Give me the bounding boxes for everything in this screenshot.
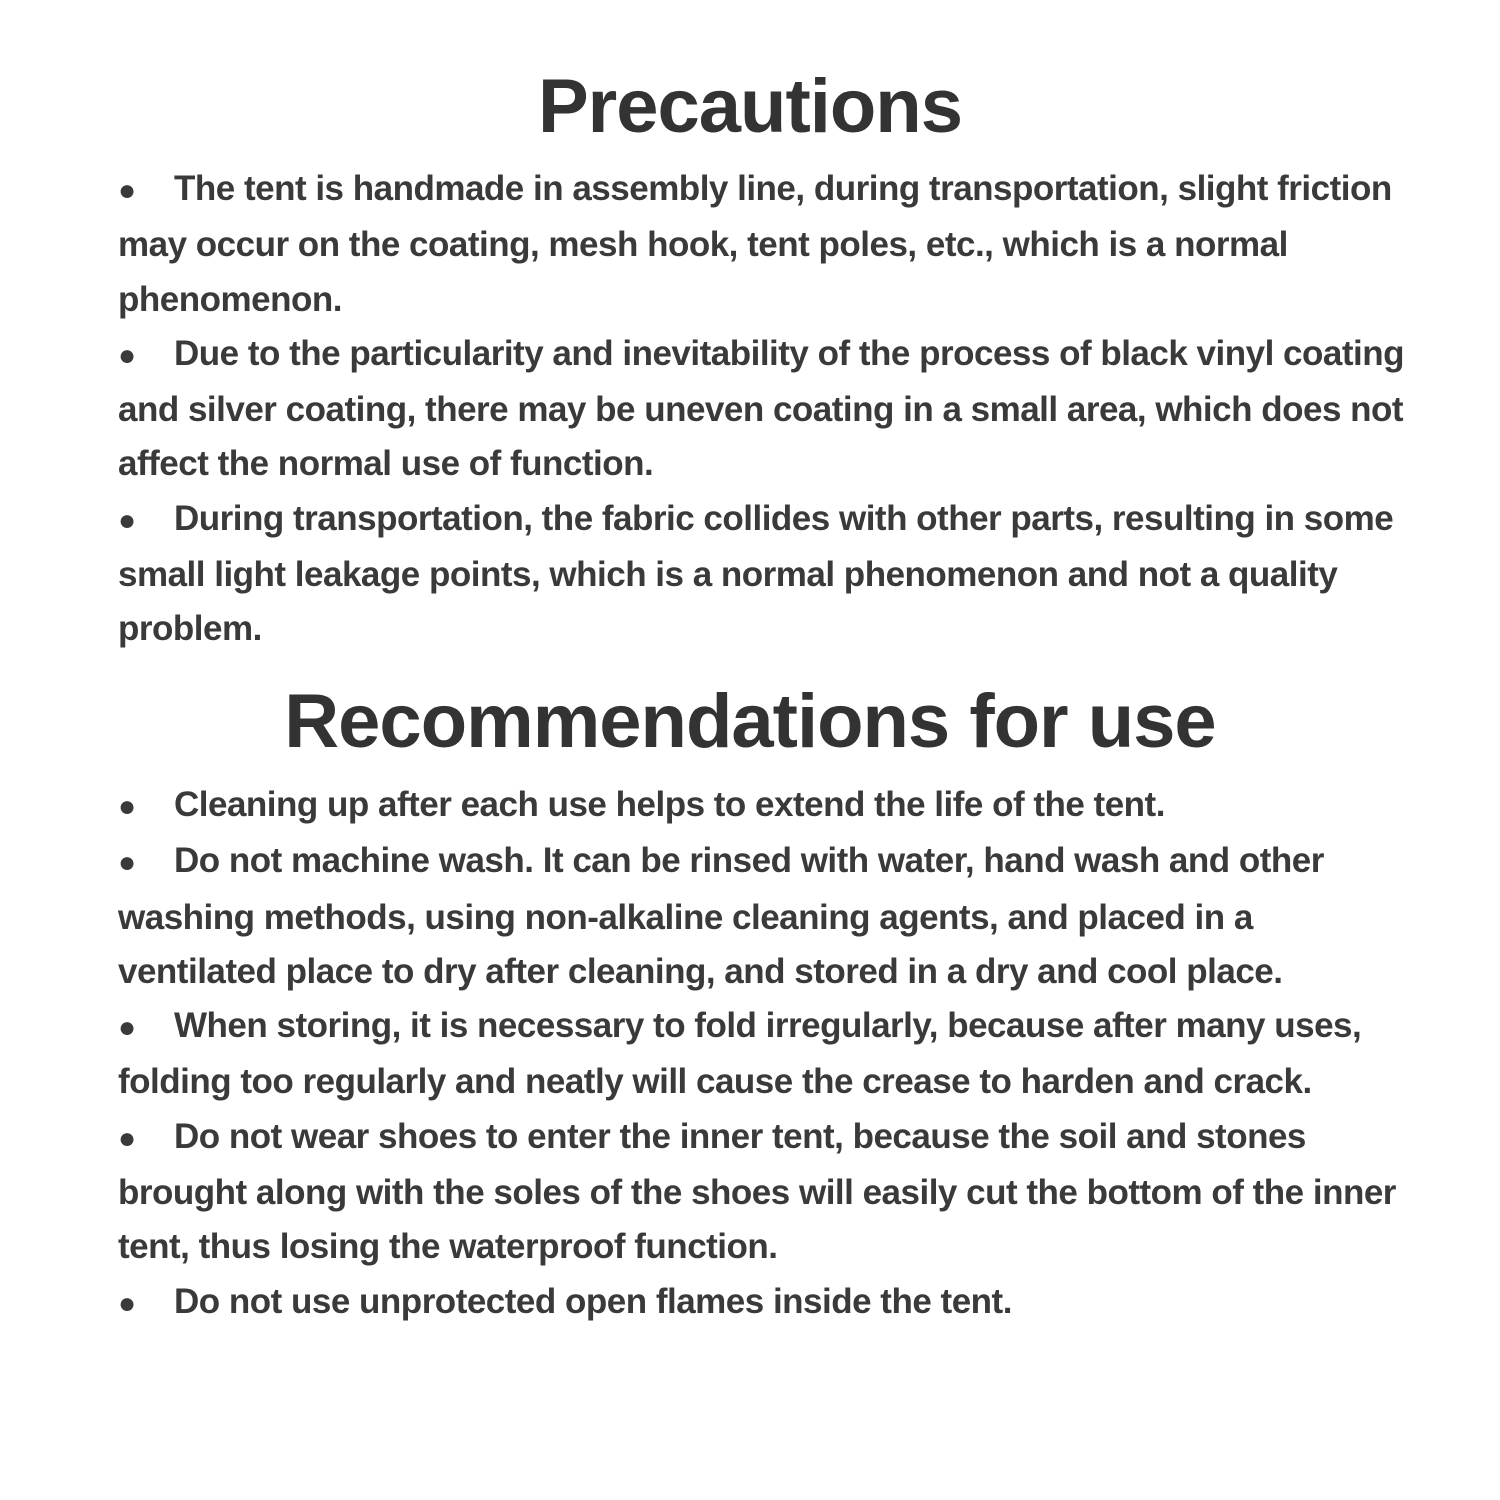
recommendation-item <box>118 1110 1418 1275</box>
bullet-icon: ● <box>118 1121 136 1155</box>
recommendation-text: Cleaning up after each use helps to extend the life of the tent. <box>174 785 1165 824</box>
recommendation-item <box>118 778 1418 834</box>
bullet-icon: ● <box>118 846 136 880</box>
precaution-text: Due to the particularity and inevitability of the process of black vinyl coating and silver coating, there may be uneven coating in a small area, which does not affect the normal use of function. <box>118 333 1404 484</box>
precautions-heading: Precautions <box>537 64 963 149</box>
recommendations-list <box>118 778 1418 1331</box>
recommendation-text: Do not use unprotected open flames inside the tent. <box>174 1281 1012 1321</box>
precaution-text: The tent is handmade in assembly line, during transportation, slight friction may occur on the coating, mesh hook, tent poles, etc., which is a normal phenomenon. <box>118 169 1392 319</box>
bullet-icon: ● <box>118 1011 136 1045</box>
bullet-icon: ● <box>118 503 136 537</box>
precaution-item <box>118 162 1418 327</box>
recommendations-heading: Recommendations for use <box>284 679 1216 764</box>
recommendation-text: Do not wear shoes to enter the inner tent, because the soil and stones brought along with the soles of the shoes will easily cut the bottom of the inner tent, thus losing the waterproof function. <box>118 1116 1396 1267</box>
bullet-icon: ● <box>118 174 136 207</box>
precaution-item <box>118 492 1418 657</box>
bullet-icon: ● <box>118 1286 136 1320</box>
precaution-item <box>118 327 1418 492</box>
precaution-text: During transportation, the fabric collides with other parts, resulting in some small light leakage points, which is a normal phenomenon and not a quality problem. <box>118 498 1394 649</box>
bullet-icon: ● <box>118 338 136 372</box>
precautions-list <box>118 162 1418 657</box>
recommendation-text: When storing, it is necessary to fold irregularly, because after many uses, folding too regularly and neatly will cause the crease to harden and crack. <box>118 1006 1362 1102</box>
recommendation-item <box>118 1275 1418 1331</box>
bullet-icon: ● <box>118 790 136 823</box>
recommendation-item <box>118 834 1418 999</box>
recommendation-item <box>118 999 1418 1110</box>
recommendation-text: Do not machine wash. It can be rinsed with water, hand wash and other washing methods, using non-alkaline cleaning agents, and placed in a ventilated place to dry after cleaning, and stored in a dry and cool place. <box>118 841 1324 991</box>
